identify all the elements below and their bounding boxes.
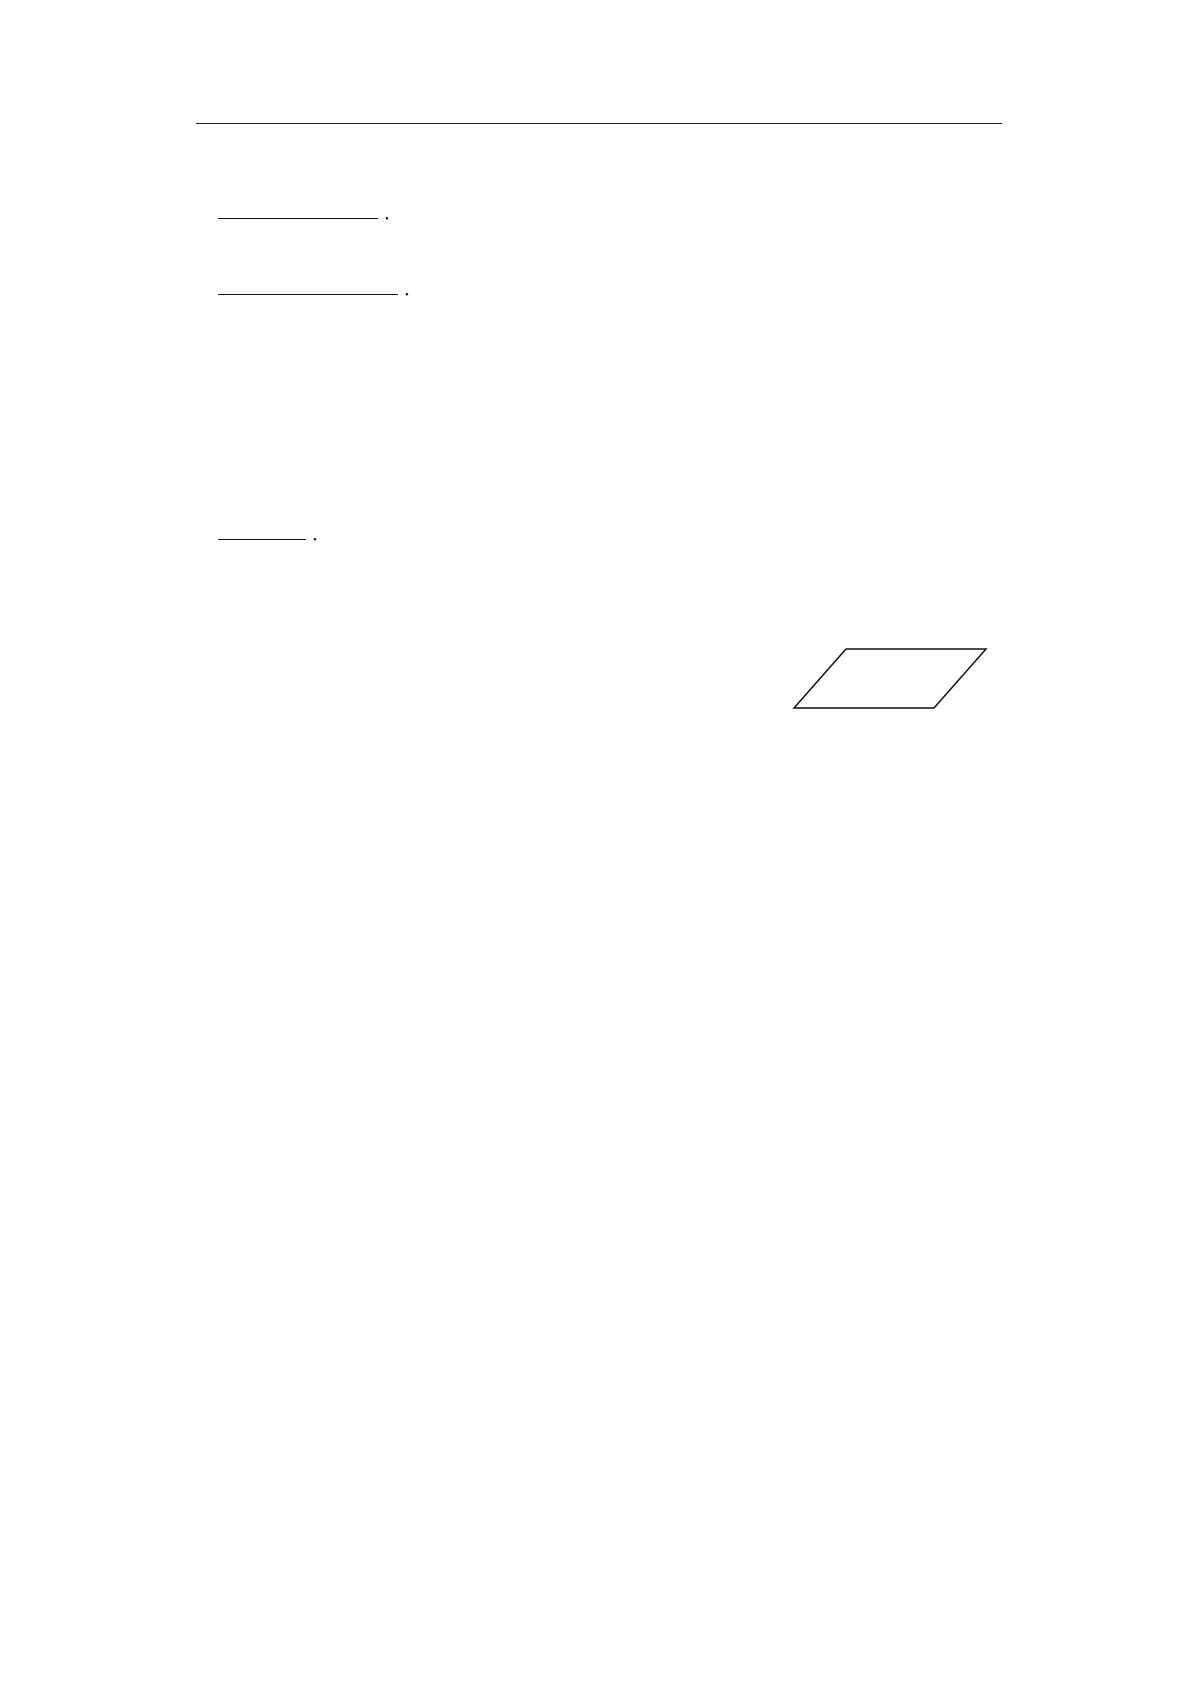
parallelogram-shape [794,649,986,708]
page-header [238,97,316,115]
q10-line2: ． [218,204,403,223]
header-rule [196,123,1002,124]
q11-line2: ． [218,280,423,299]
q12-line7: ． [218,525,331,544]
parallelogram-figure [760,630,1020,730]
